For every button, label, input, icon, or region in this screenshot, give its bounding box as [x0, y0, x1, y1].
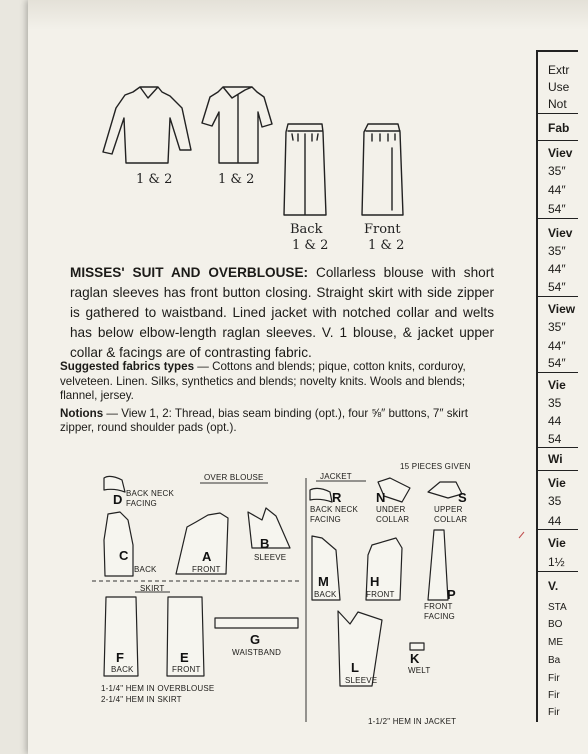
piece-A-name: FRONT	[192, 565, 221, 574]
skirt-front-views-label: 1 & 2	[368, 238, 405, 253]
table-cell: Extr	[548, 63, 570, 77]
table-divider	[538, 571, 578, 572]
description-title: MISSES' SUIT AND OVERBLOUSE:	[70, 265, 309, 280]
piece-C-name: BACK	[134, 565, 157, 574]
piece-C-back	[104, 512, 133, 576]
piece-P-name: FRONT FACING	[424, 602, 455, 621]
piece-K-letter: K	[410, 651, 420, 666]
table-cell: 44	[548, 514, 562, 528]
notions-section	[60, 407, 500, 436]
piece-D-name: BACK NECK FACING	[126, 489, 175, 508]
skirt-back-label: Back	[290, 222, 323, 237]
piece-F-name: BACK	[111, 665, 134, 674]
fabrics-text: — Cottons and blends; pique, cotton knits, corduroy, velveteen. Linen. Silks, synthetics and blends; novelty knits. Wools and blends; flannel, jersey.	[60, 360, 466, 402]
hem-jacket-note: 1-1/2" HEM IN JACKET	[368, 717, 457, 726]
piece-E-name: FRONT	[172, 665, 201, 674]
table-divider	[538, 140, 578, 141]
piece-S-letter: S	[458, 490, 467, 505]
table-cell: Fir	[548, 673, 560, 684]
piece-A-letter: A	[202, 549, 212, 564]
table-cell: STA	[548, 602, 567, 613]
table-cell: 35	[548, 494, 562, 508]
table-cell: 44″	[548, 339, 566, 353]
hem-overblouse-note: 1-1/4" HEM IN OVERBLOUSE	[101, 684, 215, 693]
table-cell: V.	[548, 579, 559, 593]
piece-K-name: WELT	[408, 666, 431, 675]
jacket-header: JACKET	[320, 472, 352, 481]
skirt-front-sketch	[362, 124, 403, 215]
table-cell: 44″	[548, 183, 566, 197]
pieces-given-label: 15 PIECES GIVEN	[400, 462, 471, 471]
piece-H-name: FRONT	[366, 590, 395, 599]
piece-L-letter: L	[351, 660, 359, 675]
table-cell: Fir	[548, 707, 560, 718]
blouse1-views-label: 1 & 2	[136, 172, 173, 187]
piece-N-letter: N	[376, 490, 386, 505]
table-divider	[538, 296, 578, 297]
table-cell: Viev	[548, 226, 573, 240]
piece-E-letter: E	[180, 650, 189, 665]
table-cell: Fir	[548, 690, 560, 701]
pattern-description	[70, 263, 494, 363]
piece-R-letter: R	[332, 490, 342, 505]
blouse-view2-sketch	[202, 87, 272, 163]
piece-B-letter: B	[260, 536, 270, 551]
table-cell: Not	[548, 97, 567, 111]
piece-S-name: UPPER COLLAR	[434, 505, 468, 524]
table-cell: Viev	[548, 146, 573, 160]
notions-text: — View 1, 2: Thread, bias seam binding (opt.), four ⅝″ buttons, 7″ skirt zipper, round shoulder pads (opt.).	[60, 406, 468, 434]
table-cell: Wi	[548, 452, 563, 466]
piece-G-letter: G	[250, 632, 261, 647]
table-cell: Use	[548, 80, 570, 94]
table-cell: Vie	[548, 476, 566, 490]
table-cell: BO	[548, 619, 563, 630]
skirt-back-sketch	[284, 124, 326, 215]
table-cell: Vie	[548, 536, 566, 550]
table-divider	[538, 470, 578, 471]
hem-skirt-note: 2-1/4" HEM IN SKIRT	[101, 695, 182, 704]
table-divider	[538, 113, 578, 114]
piece-C-letter: C	[119, 548, 129, 563]
table-cell: View	[548, 302, 576, 316]
piece-F-letter: F	[116, 650, 124, 665]
piece-P-letter: P	[447, 587, 456, 602]
piece-H-letter: H	[370, 574, 380, 589]
fabrics-section	[60, 360, 500, 404]
table-cell: 44″	[548, 262, 566, 276]
overblouse-header: OVER BLOUSE	[204, 473, 264, 482]
table-cell: 35″	[548, 244, 566, 258]
table-cell: Vie	[548, 378, 566, 392]
piece-M-name: BACK	[314, 590, 337, 599]
piece-G-waistband	[215, 618, 298, 628]
table-cell: 54″	[548, 202, 566, 216]
piece-R-name: BACK NECK FACING	[310, 505, 359, 524]
table-cell: 35	[548, 396, 562, 410]
piece-B-name: SLEEVE	[254, 553, 287, 562]
table-cell: 1½	[548, 555, 565, 569]
table-cell: Fab	[548, 121, 570, 135]
skirt-front-label: Front	[364, 222, 401, 237]
skirt-back-views-label: 1 & 2	[292, 238, 329, 253]
table-cell: 35″	[548, 320, 566, 334]
table-cell: 54	[548, 432, 562, 446]
blouse2-views-label: 1 & 2	[218, 172, 255, 187]
fabrics-notions-block	[60, 360, 500, 436]
blouse-view1-sketch	[103, 87, 191, 163]
description-text: Collarless blouse with short raglan sleeves has front button closing. Straight skirt with side zipper is gathered to waistband. Lined jacket with notched collar and welts has below elbow-length raglan sleeves. V. 1 blouse, & jacket upper collar & facings are of contrasting fabric.	[70, 265, 494, 360]
notions-label: Notions	[60, 406, 104, 420]
piece-L-name: SLEEVE	[345, 676, 378, 685]
piece-M-letter: M	[318, 574, 329, 589]
table-divider	[538, 218, 578, 219]
fabrics-label: Suggested fabrics types	[60, 360, 195, 373]
piece-D-letter: D	[113, 492, 123, 507]
table-divider	[538, 447, 578, 448]
table-cell: 35″	[548, 164, 566, 178]
table-divider	[538, 372, 578, 373]
piece-G-name: WAISTBAND	[232, 648, 282, 657]
table-cell: 54″	[548, 356, 566, 370]
skirt-header: SKIRT	[140, 584, 165, 593]
piece-N-name: UNDER COLLAR	[376, 505, 410, 524]
piece-K-welt	[410, 643, 424, 650]
piece-L-sleeve	[338, 611, 382, 686]
table-divider	[538, 529, 578, 530]
table-cell: 44	[548, 414, 562, 428]
table-cell: Ba	[548, 655, 561, 666]
table-cell: 54″	[548, 280, 566, 294]
table-cell: ME	[548, 637, 563, 648]
piece-P-front-facing	[428, 530, 448, 600]
